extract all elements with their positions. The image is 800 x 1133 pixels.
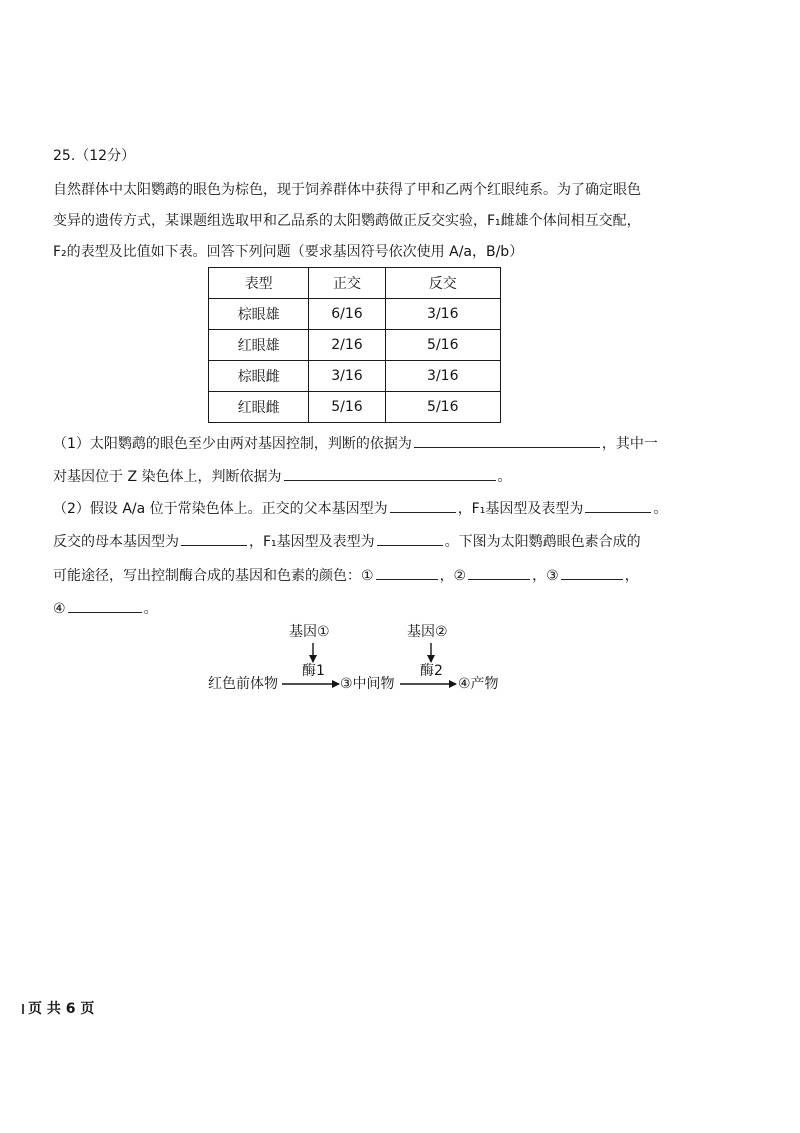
answer-blank[interactable]: [390, 498, 456, 513]
part2-text: 。: [143, 601, 158, 617]
table-row: [209, 392, 501, 423]
answer-blank[interactable]: [284, 466, 496, 481]
part2-line-4: [53, 598, 663, 619]
table-row: [209, 361, 501, 392]
question-number: 25.（12分）: [53, 148, 136, 164]
intro-line-2: 变异的遗传方式，某课题组选取甲和乙品系的太阳鹦鹉做正反交实验，F₁雌雄个体间相互交配，: [53, 213, 641, 229]
page-count: 页 共 6 页: [28, 1001, 95, 1017]
part2-text: ，F₁基因型及表型为: [249, 534, 375, 550]
part2-line-1: [53, 498, 668, 519]
part2-text: ，②: [439, 568, 467, 584]
scan-mark: [22, 1004, 24, 1014]
part2-text: ，: [624, 568, 639, 584]
table-header: 反交: [385, 268, 500, 299]
table-header-row: [209, 268, 501, 299]
table-header: 表型: [209, 268, 309, 299]
part1-line-2: [53, 466, 663, 487]
precursor-label: 红色前体物: [208, 676, 278, 692]
answer-blank[interactable]: [68, 598, 142, 613]
part2-text: 可能途径，写出控制酶合成的基因和色素的颜色：①: [53, 568, 374, 584]
table-cell: 5/16: [385, 392, 500, 423]
part2-line-2: [53, 531, 663, 552]
table-cell: 3/16: [309, 361, 385, 392]
intro-line-3: F₂的表型及比值如下表。回答下列问题（要求基因符号依次使用 A/a，B/b）: [53, 244, 524, 260]
part1-text: 。: [497, 469, 512, 485]
part2-text: 。: [653, 501, 668, 517]
table-row: [209, 330, 501, 361]
answer-blank[interactable]: [561, 565, 623, 580]
part1-text: 对基因位于 Z 染色体上，判断依据为: [53, 469, 282, 485]
answer-blank[interactable]: [468, 565, 530, 580]
part1-text: （1）太阳鹦鹉的眼色至少由两对基因控制，判断的依据为: [53, 436, 412, 452]
table-row: [209, 299, 501, 330]
part2-line-3: [53, 565, 663, 586]
answer-blank[interactable]: [181, 531, 247, 546]
product-label: ④产物: [458, 676, 499, 692]
part2-text: （2）假设 A/a 位于常染色体上。正交的父本基因型为: [53, 501, 388, 517]
table-cell: 棕眼雄: [209, 299, 309, 330]
part2-text: 反交的母本基因型为: [53, 534, 179, 550]
gene1-label: 基因①: [289, 624, 330, 640]
table-cell: 红眼雄: [209, 330, 309, 361]
enzyme2-label: 酶2: [420, 663, 443, 679]
gene2-label: 基因②: [407, 624, 448, 640]
table-cell: 红眼雌: [209, 392, 309, 423]
table-cell: 5/16: [309, 392, 385, 423]
intermediate-label: ③中间物: [340, 676, 395, 692]
table-cell: 5/16: [385, 330, 500, 361]
results-table: [208, 267, 501, 423]
page-footer: [22, 998, 94, 1018]
part2-text: ，F₁基因型及表型为: [457, 501, 584, 517]
table-cell: 6/16: [309, 299, 385, 330]
part1-line-1: [53, 433, 663, 454]
answer-blank[interactable]: [585, 498, 651, 513]
intro-line-1: 自然群体中太阳鹦鹉的眼色为棕色，现于饲养群体中获得了甲和乙两个红眼纯系。为了确定眼色: [53, 182, 641, 198]
table-cell: 棕眼雌: [209, 361, 309, 392]
answer-blank[interactable]: [414, 433, 600, 448]
enzyme1-label: 酶1: [302, 663, 325, 679]
part2-text: ，③: [532, 568, 559, 584]
part1-text: ，其中一: [601, 436, 658, 452]
part2-text: 。下图为太阳鹦鹉眼色素合成的: [444, 534, 641, 550]
table-cell: 2/16: [309, 330, 385, 361]
part2-text: ④: [53, 601, 66, 617]
answer-blank[interactable]: [377, 531, 443, 546]
table-header: 正交: [309, 268, 385, 299]
table-cell: 3/16: [385, 361, 500, 392]
table-cell: 3/16: [385, 299, 500, 330]
answer-blank[interactable]: [376, 565, 438, 580]
